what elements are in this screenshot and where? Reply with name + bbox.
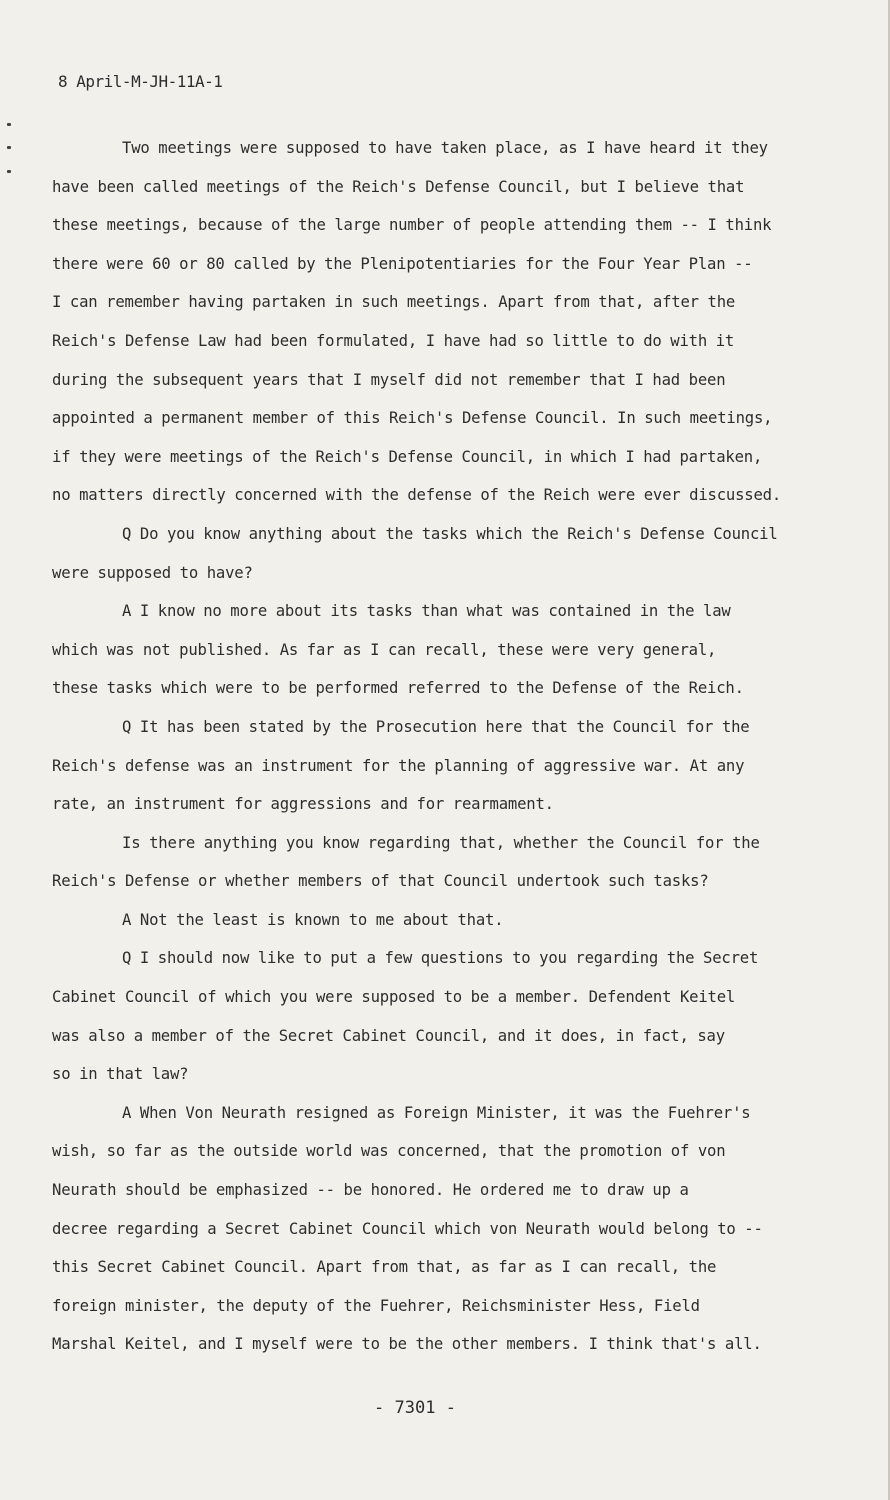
- transcript-line: Marshal Keitel, and I myself were to be the other members. I think that's all.: [52, 1335, 762, 1354]
- transcript-line: appointed a permanent member of this Reich's Defense Council. In such meetings,: [52, 409, 773, 428]
- punch-mark: [7, 170, 11, 173]
- transcript-line: which was not published. As far as I can recall, these were very general,: [52, 640, 717, 659]
- transcript-line: so in that law?: [52, 1065, 189, 1084]
- transcript-line: these tasks which were to be performed referred to the Defense of the Reich.: [52, 679, 744, 698]
- transcript-line: rate, an instrument for aggressions and for rearmament.: [52, 795, 554, 814]
- transcript-line: wish, so far as the outside world was concerned, that the promotion of von: [52, 1142, 726, 1161]
- transcript-line: Cabinet Council of which you were supposed to be a member. Defendent Keitel: [52, 988, 736, 1007]
- transcript-line: Two meetings were supposed to have taken place, as I have heard it they: [122, 139, 768, 157]
- transcript-line: this Secret Cabinet Council. Apart from that, as far as I can recall, the: [52, 1258, 717, 1277]
- transcript-line: Q It has been stated by the Prosecution here that the Council for the: [122, 717, 750, 736]
- transcript-line: A When Von Neurath resigned as Foreign Minister, it was the Fuehrer's: [122, 1103, 751, 1122]
- punch-mark: [7, 146, 11, 149]
- transcript-line: I can remember having partaken in such meetings. Apart from that, after the: [52, 293, 736, 312]
- transcript-line: if they were meetings of the Reich's Defense Council, in which I had partaken,: [52, 447, 763, 466]
- transcript-line: decree regarding a Secret Cabinet Council which von Neurath would belong to --: [52, 1219, 763, 1238]
- document-reference: 8 April-M-JH-11A-1: [58, 72, 223, 91]
- transcript-line: during the subsequent years that I myself did not remember that I had been: [52, 370, 726, 389]
- transcript-line: foreign minister, the deputy of the Fuehrer, Reichsminister Hess, Field: [52, 1296, 700, 1315]
- transcript-line: Reich's Defense Law had been formulated, I have had so little to do with it: [52, 331, 735, 350]
- transcript-line: A Not the least is known to me about that.: [122, 910, 504, 929]
- punch-mark: [7, 123, 11, 126]
- transcript-body: [52, 129, 842, 1364]
- transcript-line: Neurath should be emphasized -- be honored. He ordered me to draw up a: [52, 1181, 689, 1200]
- transcript-line: Is there anything you know regarding that, whether the Council for the: [122, 833, 760, 852]
- transcript-line: no matters directly concerned with the defense of the Reich were ever discussed.: [52, 486, 782, 505]
- transcript-line: were supposed to have?: [52, 563, 253, 582]
- transcript-line: Q Do you know anything about the tasks which the Reich's Defense Council: [122, 524, 778, 543]
- transcript-line: was also a member of the Secret Cabinet Council, and it does, in fact, say: [52, 1026, 725, 1045]
- transcript-line: have been called meetings of the Reich's Defense Council, but I believe that: [52, 177, 745, 196]
- transcript-line: Q I should now like to put a few questions to you regarding the Secret: [122, 949, 759, 968]
- transcript-line: Reich's Defense or whether members of that Council undertook such tasks?: [52, 872, 709, 891]
- page-number: - 7301 -: [374, 1398, 456, 1418]
- transcript-line: there were 60 or 80 called by the Plenipotentiaries for the Four Year Plan --: [52, 254, 753, 273]
- transcript-line: Reich's defense was an instrument for the planning of aggressive war. At any: [52, 756, 745, 775]
- transcript-line: these meetings, because of the large number of people attending them -- I think: [52, 216, 772, 235]
- transcript-line: A I know no more about its tasks than what was contained in the law: [122, 602, 731, 621]
